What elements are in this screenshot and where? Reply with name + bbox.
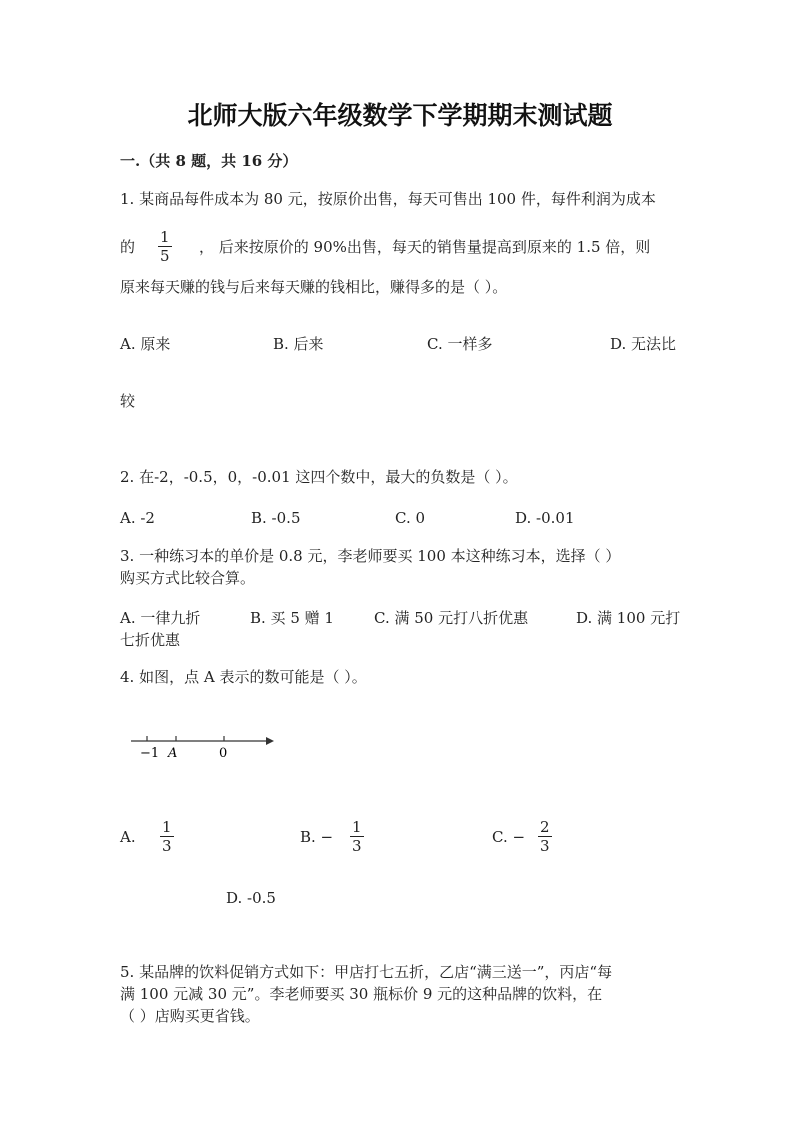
fraction-numerator: 1 [160, 228, 170, 246]
q5-line1: 5. 某品牌的饮料促销方式如下：甲店打七五折，乙店“满三送一”，丙店“每 [120, 963, 613, 981]
q1-option-c[interactable]: C. 一样多 [427, 335, 493, 353]
q4-option-b-label[interactable]: B. − [300, 828, 334, 846]
q3-option-d[interactable]: D. 满 100 元打 [576, 609, 681, 627]
arrow-icon [266, 737, 274, 745]
fraction-denominator: 3 [352, 837, 362, 855]
q1-line1: 1. 某商品每件成本为 80 元，按原价出售，每天可售出 100 件，每件利润为成本 [120, 190, 656, 208]
label-minus-one: −1 [140, 746, 160, 761]
q4-option-c-fraction [538, 818, 552, 855]
q1-line2-prefix: 的 [120, 238, 136, 256]
section-heading: 一.（共 8 题，共 16 分） [120, 152, 298, 170]
q3-option-c[interactable]: C. 满 50 元打八折优惠 [374, 609, 529, 627]
q1-option-d-continued: 较 [120, 392, 136, 410]
q3-line2: 购买方式比较合算。 [120, 569, 256, 587]
q4-option-b-fraction [350, 818, 364, 855]
fraction-numerator: 1 [352, 818, 362, 836]
q3-option-a[interactable]: A. 一律九折 [120, 609, 201, 627]
q4-text: 4. 如图，点 A 表示的数可能是（ ）。 [120, 668, 367, 686]
q5-line3: （ ）店购买更省钱。 [120, 1007, 260, 1025]
label-point-a: A [168, 746, 178, 761]
fraction-denominator: 5 [160, 247, 170, 265]
q2-option-d[interactable]: D. -0.01 [515, 509, 575, 527]
q2-option-c[interactable]: C. 0 [395, 509, 426, 527]
q4-option-a-label[interactable]: A. [120, 828, 136, 846]
fraction-denominator: 3 [540, 837, 550, 855]
q3-line1: 3. 一种练习本的单价是 0.8 元，李老师要买 100 本这种练习本，选择（ ） [120, 547, 621, 565]
fraction-numerator: 2 [540, 818, 550, 836]
q4-option-d[interactable]: D. -0.5 [226, 889, 276, 907]
q3-option-b[interactable]: B. 买 5 赠 1 [250, 609, 334, 627]
q2-option-b[interactable]: B. -0.5 [251, 509, 301, 527]
q4-option-a-fraction [160, 818, 174, 855]
q4-option-c-label[interactable]: C. − [492, 828, 526, 846]
q3-option-d-continued: 七折优惠 [120, 631, 181, 649]
q2-text: 2. 在-2，-0.5，0，-0.01 这四个数中，最大的负数是（ ）。 [120, 468, 518, 486]
q5-line2: 满 100 元减 30 元”。李老师要买 30 瓶标价 9 元的这种品牌的饮料，在 [120, 985, 603, 1003]
q1-fraction [158, 228, 172, 265]
q1-option-a[interactable]: A. 原来 [120, 335, 171, 353]
q1-option-d[interactable]: D. 无法比 [610, 335, 677, 353]
fraction-numerator: 1 [162, 818, 172, 836]
q1-line2: ， 后来按原价的 90%出售，每天的销售量提高到原来的 1.5 倍，则 [199, 238, 651, 256]
page-title: 北师大版六年级数学下学期期末测试题 [187, 101, 613, 130]
q2-option-a[interactable]: A. -2 [120, 509, 155, 527]
q1-option-b[interactable]: B. 后来 [273, 335, 324, 353]
label-zero: 0 [219, 746, 228, 761]
fraction-denominator: 3 [162, 837, 172, 855]
number-line-figure [126, 728, 276, 764]
q1-line3: 原来每天赚的钱与后来每天赚的钱相比，赚得多的是（ ）。 [120, 278, 508, 296]
